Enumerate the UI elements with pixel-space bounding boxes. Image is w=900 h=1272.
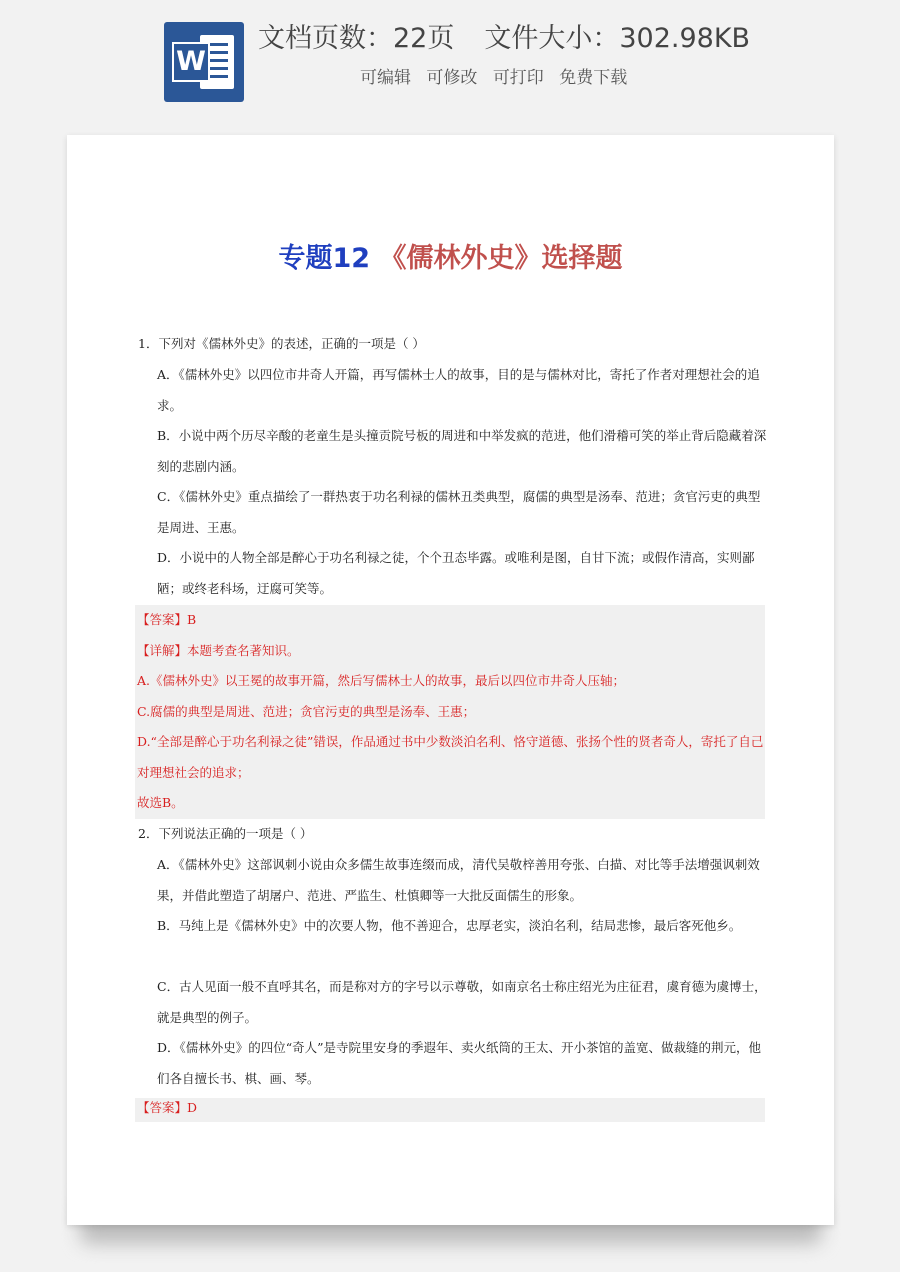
question-2-answer-box	[135, 1098, 765, 1122]
question-1-answer-box	[135, 605, 765, 819]
question-2-option-a: A．《儒林外史》这部讽刺小说由众多儒生故事连缀而成，清代吴敬梓善用夸张、白描、对比等手法增强讽刺效果，并借此塑造了胡屠户、范进、严监生、杜慎卿等一大批反面儒生的形象。	[157, 857, 760, 903]
question-1-answer: 【答案】B	[137, 612, 197, 627]
page-title	[67, 239, 834, 279]
word-letter-badge: W	[172, 42, 210, 82]
question-1-option-d: D．小说中的人物全部是醉心于功名利禄之徒，个个丑态毕露。或唯利是图，自甘下流；或假作清高，实则鄙陋；或终老科场，迂腐可笑等。	[157, 550, 755, 596]
document-page[interactable]	[67, 135, 834, 1225]
question-2-option-b: B．马纯上是《儒林外史》中的次要人物，他不善迎合，忠厚老实，淡泊名利，结局悲惨，最后客死他乡。	[157, 918, 742, 933]
file-size: 文件大小：302.98KB	[484, 23, 751, 54]
feature-modifiable: 可修改	[426, 68, 478, 88]
question-1-option-b: B．小说中两个历尽辛酸的老童生是头撞贡院号板的周进和中举发疯的范进，他们滑稽可笑的举止背后隐藏着深刻的悲剧内涵。	[157, 428, 767, 474]
feature-list	[360, 64, 637, 92]
question-2-answer: 【答案】D	[137, 1100, 198, 1115]
file-meta	[258, 19, 818, 59]
question-1-explanation-c: C.腐儒的典型是周进、范进；贪官污吏的典型是汤奉、王惠；	[137, 703, 476, 719]
word-document-icon	[164, 22, 244, 102]
question-1-conclusion: 故选B。	[137, 795, 184, 810]
question-1-option-c: C．《儒林外史》重点描绘了一群热衷于功名利禄的儒林丑类典型，腐儒的典型是汤奉、范进；贪官污吏的典型是周进、王惠。	[157, 489, 761, 535]
question-2-option-c: C．古人见面一般不直呼其名，而是称对方的字号以示尊敬，如南京名士称庄绍光为庄征君，虞育德为虞博士，就是典型的例子。	[157, 979, 767, 1025]
question-1-explanation-d: D.“全部是醉心于功名利禄之徒”错误，作品通过书中少数淡泊名利、恪守道德、张扬个性的贤者奇人，寄托了自己对理想社会的追求；	[137, 734, 764, 780]
question-2-option-d: D．《儒林外史》的四位“奇人”是寺院里安身的季遐年、卖火纸筒的王太、开小茶馆的盖宽、做裁缝的荆元，他们各自擅长书、棋、画、琴。	[157, 1040, 762, 1086]
question-1-explanation-a: A.《儒林外史》以王冕的故事开篇，然后写儒林士人的故事，最后以四位市井奇人压轴；	[137, 673, 626, 688]
feature-editable: 可编辑	[360, 68, 411, 88]
feature-printable: 可打印	[492, 68, 544, 88]
question-2-stem: 2．下列说法正确的一项是（ ）	[138, 826, 313, 841]
title-topic-number: 专题12	[278, 243, 371, 274]
question-1-stem: 1．下列对《儒林外史》的表述，正确的一项是（ ）	[138, 336, 425, 351]
title-book: 《儒林外史》选择题	[379, 243, 623, 274]
feature-free-download: 免费下载	[559, 68, 628, 88]
page-count: 文档页数：22页	[258, 23, 455, 54]
question-1-option-a: A．《儒林外史》以四位市井奇人开篇，再写儒林士人的故事，目的是与儒林对比，寄托了作者对理想社会的追求。	[157, 367, 760, 413]
question-1-explanation-intro: 【详解】本题考查名著知识。	[137, 642, 300, 658]
